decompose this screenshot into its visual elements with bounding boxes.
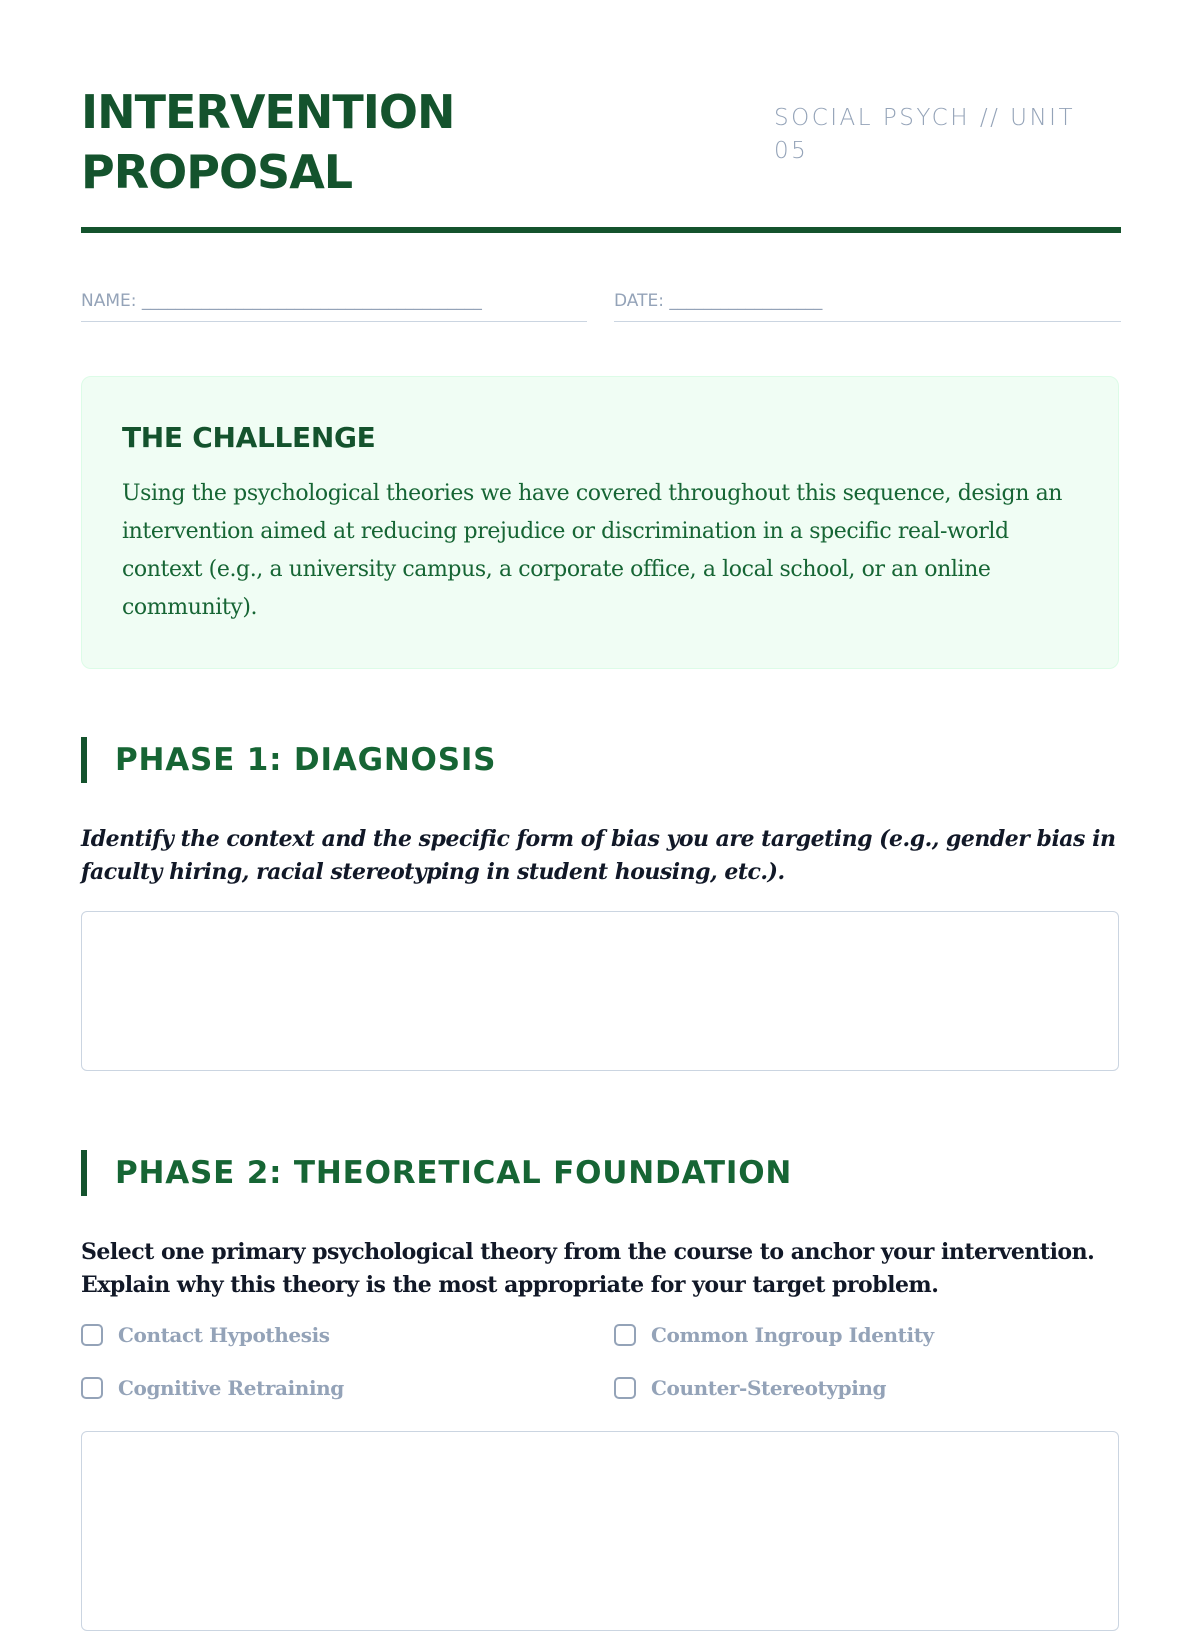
- challenge-description: Using the psychological theories we have covered throughout this sequence, design an intervention aimed at reducing prejudice or discrimination in a specific real-world context (e.g., a university campus, a corporate office, a local school, or an online community).: [122, 481, 1063, 620]
- phase-2-answer-box[interactable]: [81, 1431, 1119, 1631]
- theory-option-contact-hypothesis[interactable]: [81, 1320, 330, 1350]
- theory-option-label: Cognitive Retraining: [118, 1376, 344, 1400]
- phase-1-title: PHASE 1: DIAGNOSIS: [115, 742, 497, 778]
- student-info-row: [81, 286, 1121, 322]
- theory-option-label: Counter-Stereotyping: [651, 1376, 887, 1400]
- empty-checkbox-icon[interactable]: [614, 1324, 636, 1346]
- challenge-heading: THE CHALLENGE: [122, 421, 376, 454]
- empty-checkbox-icon[interactable]: [81, 1324, 103, 1346]
- phase-1-heading: [81, 737, 1121, 783]
- phase-1-prompt: Identify the context and the specific form of bias you are targeting (e.g., gender bias in faculty hiring, racial stereotyping in student housing, etc.).: [81, 826, 1116, 885]
- theory-option-label: Contact Hypothesis: [118, 1323, 330, 1347]
- phase-accent-bar: [81, 737, 87, 783]
- empty-checkbox-icon[interactable]: [614, 1377, 636, 1399]
- date-field[interactable]: DATE: __________________: [614, 286, 1121, 322]
- theory-option-label: Common Ingroup Identity: [651, 1323, 934, 1347]
- unit-label: SOCIAL PSYCH // UNIT 05: [774, 105, 1076, 164]
- document-title: [81, 82, 601, 202]
- name-field[interactable]: NAME: ________________________________________: [81, 286, 587, 322]
- phase-2-title: PHASE 2: THEORETICAL FOUNDATION: [115, 1155, 793, 1191]
- theory-option-cognitive-retraining[interactable]: [81, 1373, 344, 1403]
- challenge-callout: [81, 376, 1119, 669]
- title-line-2: PROPOSAL: [81, 145, 353, 199]
- document-header: [81, 82, 1121, 232]
- header-divider: [81, 227, 1121, 233]
- phase-1-answer-box[interactable]: [81, 911, 1119, 1071]
- phase-accent-bar: [81, 1150, 87, 1196]
- phase-2-prompt: Select one primary psychological theory from the course to anchor your intervention. Explain why this theory is the most appropriate for your target problem.: [81, 1239, 1095, 1298]
- theory-option-counter-stereotyping[interactable]: [614, 1373, 886, 1403]
- theory-options: [81, 1320, 1121, 1420]
- title-line-1: INTERVENTION: [81, 85, 455, 139]
- phase-2-heading: [81, 1150, 1121, 1196]
- theory-option-common-ingroup-identity[interactable]: [614, 1320, 934, 1350]
- empty-checkbox-icon[interactable]: [81, 1377, 103, 1399]
